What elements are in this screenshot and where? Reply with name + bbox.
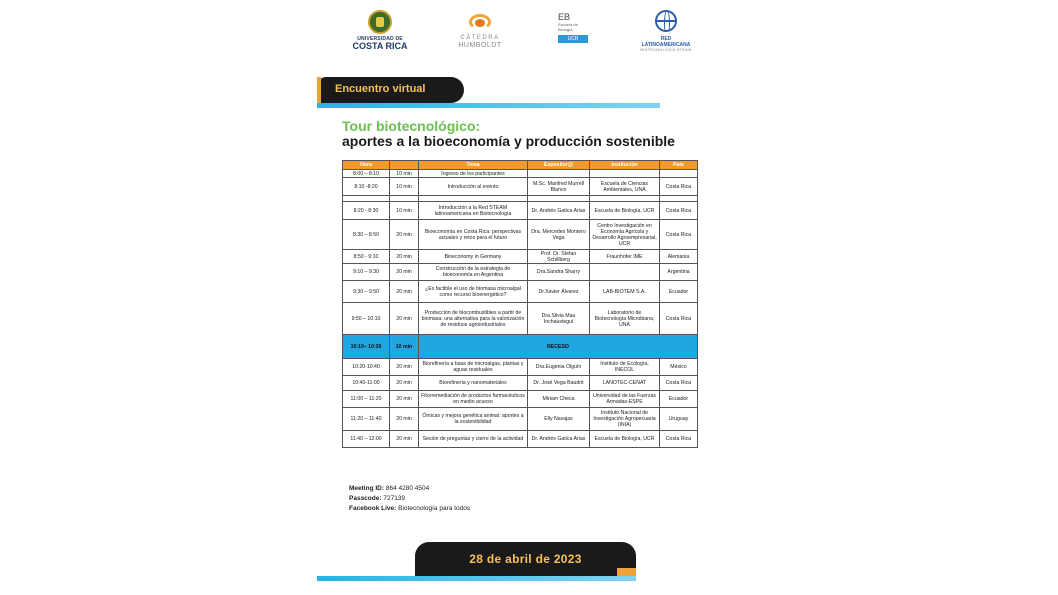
cell-country: Costa Rica: [660, 376, 698, 391]
cell-country: Argentina: [660, 264, 698, 281]
humboldt-mark-icon: [467, 12, 493, 32]
event-type-label: Encuentro virtual: [335, 83, 426, 95]
cell-duration: 20 min: [390, 391, 419, 408]
cell-time: 9:30 – 9:50: [343, 281, 390, 303]
eb-text-1: Escuela de: [558, 22, 578, 27]
cell-institution: LANOTEC-CENAT: [590, 376, 660, 391]
passcode-value[interactable]: 727139: [383, 495, 406, 502]
table-row: [343, 303, 698, 335]
facebook-live-line: [349, 504, 470, 514]
cell-duration: 20 min: [390, 220, 419, 250]
ucr-seal-icon: [368, 10, 392, 34]
cell-institution: LAB-BIOTEM S.A.: [590, 281, 660, 303]
red-latinoamericana-logo: [636, 8, 696, 58]
cell-time: 9:10 – 9:30: [343, 264, 390, 281]
cell-topic: Producción de biocombustibles a partir de biomasa: una alternativa para la valorización de residuos agroindustriales: [419, 303, 528, 335]
humboldt-logo: [452, 8, 508, 58]
table-row: [343, 281, 698, 303]
cell-speaker: M.Sc. Manfred Murrell Blanco: [528, 178, 590, 196]
passcode-line: [349, 494, 470, 504]
cell-institution: [590, 264, 660, 281]
cell-speaker: Elly Navajas: [528, 408, 590, 431]
cell-country: Uruguay: [660, 408, 698, 431]
cell-country: Ecuador: [660, 391, 698, 408]
event-date: 28 de abril de 2023: [469, 552, 582, 566]
cell-topic: Introducción a la Red STEAM latinoamericana en Biotecnología: [419, 202, 528, 220]
cell-speaker: Dr. Andrés Gatica Arias: [528, 431, 590, 448]
cell-duration: 20 min: [390, 264, 419, 281]
cell-country: Costa Rica: [660, 303, 698, 335]
table-row: [343, 376, 698, 391]
header-institucion: Institución: [590, 161, 660, 170]
recess-duration: 10 min: [390, 335, 419, 359]
recess-label: RECESO: [419, 335, 698, 359]
cell-institution: Centro Investigación en Economía Agrícola y Desarrollo Agroempresarial, UCR: [590, 220, 660, 250]
humboldt-logo-text-1: CÁTEDRA: [460, 35, 500, 41]
table-header-row: [343, 161, 698, 170]
header-tema: Tema: [419, 161, 528, 170]
globe-icon: [655, 10, 677, 32]
ucr-logo-text-1: UNIVERSIDAD DE: [357, 36, 403, 42]
cell-duration: 20 min: [390, 303, 419, 335]
header-hora: Hora: [343, 161, 390, 170]
eb-text-2: Biología: [558, 27, 573, 32]
cell-institution: Fraunhofer IME: [590, 250, 660, 264]
cell-institution: Instituto de Ecología, INECOL: [590, 359, 660, 376]
cell-institution: Laboratorio de Biotecnología Microbiana, UNA: [590, 303, 660, 335]
table-row: [343, 391, 698, 408]
cell-speaker: Dr. José Vega Baudrit: [528, 376, 590, 391]
meeting-id-line: [349, 484, 470, 494]
cell-topic: Introducción al evento: [419, 178, 528, 196]
cell-duration: 10 min: [390, 170, 419, 178]
cell-topic: Sesión de preguntas y cierre de la actividad: [419, 431, 528, 448]
red-logo-text-2: BIOTECNOLOGÍA STEAM: [640, 48, 692, 52]
header-expositor: Expositor@: [528, 161, 590, 170]
cell-topic: Fitorremediación de productos farmacéuticos en medio acuoso: [419, 391, 528, 408]
recess-row: [343, 335, 698, 359]
cell-speaker: Miriam Checa: [528, 391, 590, 408]
date-banner-accent: [617, 568, 636, 576]
facebook-live-value[interactable]: Biotecnología para todos: [398, 505, 471, 512]
cell-duration: 20 min: [390, 376, 419, 391]
table-row: [343, 202, 698, 220]
divider-line: [317, 103, 660, 108]
table-row: [343, 264, 698, 281]
cell-institution: Escuela de Biología, UCR: [590, 202, 660, 220]
cell-country: Costa Rica: [660, 431, 698, 448]
event-subtitle: aportes a la bioeconomía y producción sostenible: [342, 133, 675, 149]
cell-time: 8:20 - 8:30: [343, 202, 390, 220]
cell-duration: 20 min: [390, 250, 419, 264]
cell-time: 10:40-11:00: [343, 376, 390, 391]
ucr-logo: [348, 8, 412, 58]
cell-topic: Ingreso de los participantes: [419, 170, 528, 178]
meeting-id-label: Meeting ID:: [349, 485, 385, 492]
table-row: [343, 170, 698, 178]
cell-time: 9:50 – 10:10: [343, 303, 390, 335]
cell-country: Alemania: [660, 250, 698, 264]
cell-speaker: Dr.Xavier Álvarez: [528, 281, 590, 303]
cell-topic: Bioeconomía en Costa Rica: perspectivas actuales y retos para el futuro: [419, 220, 528, 250]
cell-duration: 10 min: [390, 202, 419, 220]
cell-duration: 10 min: [390, 178, 419, 196]
meeting-id-value[interactable]: 864 4280 4504: [385, 485, 430, 492]
table-row: [343, 220, 698, 250]
header-duration: [390, 161, 419, 170]
cell-speaker: Dra. Mercedes Montero Vega: [528, 220, 590, 250]
cell-topic: Biorefinería y nanomateriales: [419, 376, 528, 391]
cell-duration: 20 min: [390, 281, 419, 303]
red-logo-text-1: RED LATINOAMERICANA: [641, 36, 691, 48]
cell-speaker: Dra.Silvia Mau Inchaustegui: [528, 303, 590, 335]
cell-time: 10:20-10:40: [343, 359, 390, 376]
cell-topic: Construcción de la estrategia de bioeconomía en Argentina: [419, 264, 528, 281]
cell-time: 11:00 – 11:20: [343, 391, 390, 408]
cell-country: Ecuador: [660, 281, 698, 303]
cell-time: 8:00 – 8:10: [343, 170, 390, 178]
table-row: [343, 408, 698, 431]
cell-speaker: Dra.Eugenia Olguín: [528, 359, 590, 376]
table-row: [343, 250, 698, 264]
header-pais: País: [660, 161, 698, 170]
cell-speaker: Prof. Dr. Stefan Schillberg: [528, 250, 590, 264]
cell-institution: Escuela de Biología, UCR: [590, 431, 660, 448]
cell-duration: 20 min: [390, 431, 419, 448]
cell-country: México: [660, 359, 698, 376]
cell-time: 8:50 - 9:10: [343, 250, 390, 264]
meeting-info: [349, 484, 470, 514]
facebook-live-label: Facebook Live:: [349, 505, 397, 512]
cell-institution: Universidad de las Fuerzas Armadas-ESPE: [590, 391, 660, 408]
agenda-table: [342, 160, 698, 448]
cell-time: 11:20 – 11:40: [343, 408, 390, 431]
cell-country: Costa Rica: [660, 178, 698, 196]
cell-topic: Ómicas y mejora genética animal: aportes a la sostenibilidad: [419, 408, 528, 431]
escuela-biologia-logo: [558, 8, 598, 58]
banner-accent: [317, 77, 321, 103]
cell-country: [660, 170, 698, 178]
logos-row: [340, 8, 710, 58]
ucr-logo-text-2: COSTA RICA: [352, 41, 408, 51]
table-row: [343, 359, 698, 376]
cell-speaker: Dr. Andrés Gatica Arias: [528, 202, 590, 220]
cell-country: Costa Rica: [660, 202, 698, 220]
cell-country: Costa Rica: [660, 220, 698, 250]
cell-institution: [590, 170, 660, 178]
bottom-divider-line: [317, 576, 636, 581]
cell-speaker: Dra.Sandra Sharry: [528, 264, 590, 281]
cell-duration: 20 min: [390, 408, 419, 431]
event-title: Tour biotecnológico:: [342, 118, 481, 134]
eb-badge: UCR: [558, 35, 588, 43]
cell-institution: Escuela de Ciencias Ambientales, UNA: [590, 178, 660, 196]
cell-duration: 20 min: [390, 359, 419, 376]
passcode-label: Passcode:: [349, 495, 382, 502]
event-type-banner: [317, 77, 464, 103]
cell-time: 8:10 -8:20: [343, 178, 390, 196]
cell-topic: ¿Es factible el uso de biomasa microalgal como recurso bioenergético?: [419, 281, 528, 303]
cell-speaker: [528, 170, 590, 178]
table-row: [343, 431, 698, 448]
table-row: [343, 178, 698, 196]
cell-time: 11:40 – 12:00: [343, 431, 390, 448]
cell-institution: Instituto Nacional de Investigación Agropecuaria (INIA): [590, 408, 660, 431]
date-banner: [415, 542, 636, 576]
cell-time: 8:30 – 8:50: [343, 220, 390, 250]
eb-abbr: EB: [558, 12, 571, 22]
recess-time: 10:10– 10:20: [343, 335, 390, 359]
humboldt-logo-text-2: HUMBOLDT: [458, 42, 502, 49]
cell-topic: Biorefinería a base de microalgas, plantas y aguas residuales: [419, 359, 528, 376]
cell-topic: Bioeconomy in Germany: [419, 250, 528, 264]
